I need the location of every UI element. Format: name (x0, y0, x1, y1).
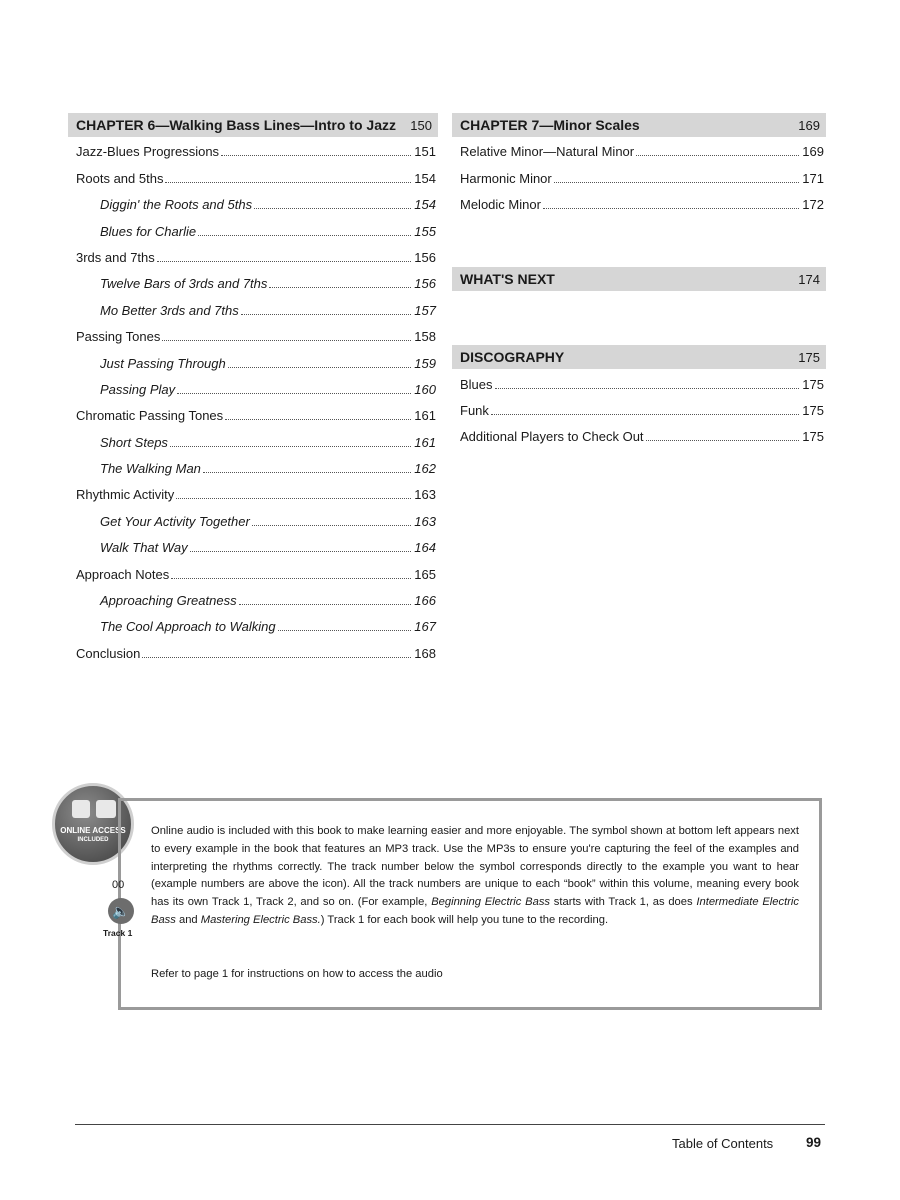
discography-entries (452, 369, 826, 448)
toc-entry-page: 158 (414, 329, 436, 345)
dot-leader (228, 367, 412, 368)
toc-entry[interactable] (452, 137, 826, 163)
chapter-7-heading[interactable] (452, 113, 826, 137)
toc-entry[interactable] (68, 243, 438, 269)
toc-entry[interactable] (452, 369, 826, 395)
dot-leader (225, 419, 411, 420)
toc-entry-page: 160 (414, 381, 436, 397)
dot-leader (171, 578, 411, 579)
speaker-icon (72, 800, 90, 818)
toc-entry-label: Blues for Charlie (100, 223, 197, 239)
dot-leader (177, 393, 411, 394)
dot-leader (221, 155, 411, 156)
toc-entry-label: Twelve Bars of 3rds and 7ths (100, 276, 268, 292)
toc-entry-label: Harmonic Minor (460, 170, 552, 186)
toc-entry-label: Walk That Way (100, 540, 188, 556)
track-label: Track 1 (103, 928, 133, 938)
toc-entry[interactable] (68, 269, 438, 295)
toc-entry-page: 163 (414, 487, 436, 503)
audio-refer-text: Refer to page 1 for instructions on how to access the audio (151, 968, 443, 980)
book-title: Intermediate Electric Bass (151, 896, 799, 926)
toc-entry-label: Just Passing Through (100, 355, 226, 371)
toc-entry-label: Approaching Greatness (100, 593, 237, 609)
toc-entry-page: 157 (414, 302, 436, 318)
toc-entry-label: Passing Play (100, 381, 176, 397)
toc-entry[interactable] (68, 427, 438, 453)
footer-section-label: Table of Contents (672, 1136, 774, 1151)
toc-entry-page: 154 (414, 170, 436, 186)
dot-leader (142, 657, 411, 658)
toc-entry-page: 175 (802, 429, 824, 445)
toc-entry[interactable] (68, 586, 438, 612)
toc-entry-page: 156 (414, 249, 436, 265)
toc-entry[interactable] (68, 375, 438, 401)
toc-entry-label: Jazz-Blues Progressions (76, 144, 220, 160)
dot-leader (241, 314, 412, 315)
toc-entry-label: Rhythmic Activity (76, 487, 175, 503)
toc-entry[interactable] (68, 401, 438, 427)
toc-entry-page: 169 (802, 144, 824, 160)
chapter-7-entries (452, 137, 826, 216)
toc-entry[interactable] (68, 533, 438, 559)
toc-entry[interactable] (68, 612, 438, 638)
dot-leader (491, 414, 799, 415)
toc-entry[interactable] (68, 163, 438, 189)
dot-leader (165, 182, 411, 183)
toc-entry-page: 155 (414, 223, 436, 239)
chapter-page: 150 (410, 117, 432, 133)
toc-entry-label: The Walking Man (100, 461, 201, 477)
dot-leader (495, 388, 800, 389)
toc-entry[interactable] (68, 216, 438, 242)
toc-entry-label: Roots and 5ths (76, 170, 164, 186)
toc-entry-label: Blues (460, 376, 493, 392)
toc-entry-label: Chromatic Passing Tones (76, 408, 224, 424)
toc-entry-label: Get Your Activity Together (100, 513, 250, 529)
toc-entry-page: 175 (802, 376, 824, 392)
toc-entry[interactable] (68, 348, 438, 374)
dot-leader (198, 235, 411, 236)
dot-leader (646, 440, 800, 441)
audio-info-text: Online audio is included with this book to make learning easier and more enjoyable. The symbol shown at bottom left appears next to every example in the book that features an MP3 track. Use the MP3s to ensure you're capturing the feel of the examples and interpreting the rhythms correctly. The track number below the symbol corresponds directly to the example you want to hear (example numbers are above the icon). All the track numbers are unique to each “book” within this volume, meaning every book has its own Track 1, Track 2, and so on. (For example, Beginning Electric Bass starts with Track 1, as does Intermediate Electric Bass and Mastering Electric Bass.) Track 1 for each book will help you tune to the recording. (151, 825, 799, 926)
whats-next-heading[interactable] (452, 267, 826, 291)
dot-leader (269, 287, 411, 288)
toc-entry-page: 165 (414, 566, 436, 582)
toc-entry-page: 151 (414, 144, 436, 160)
toc-entry-page: 168 (414, 645, 436, 661)
toc-entry-label: 3rds and 7ths (76, 249, 155, 265)
chapter-title: CHAPTER 7—Minor Scales (460, 117, 640, 133)
toc-entry-page: 162 (414, 461, 436, 477)
toc-entry-page: 167 (414, 619, 436, 635)
toc-entry-label: Mo Better 3rds and 7ths (100, 302, 239, 318)
toc-entry-page: 163 (414, 513, 436, 529)
chapter-6-heading[interactable] (68, 113, 438, 137)
toc-entry[interactable] (68, 137, 438, 163)
dot-leader (254, 208, 411, 209)
toc-entry-page: 161 (414, 408, 436, 424)
chapter-6-entries (68, 137, 438, 665)
chapter-title: CHAPTER 6—Walking Bass Lines—Intro to Jazz (76, 117, 396, 133)
toc-entry[interactable] (68, 190, 438, 216)
dot-leader (252, 525, 411, 526)
dot-leader (170, 446, 411, 447)
toc-entry[interactable] (68, 480, 438, 506)
toc-entry-label: Additional Players to Check Out (460, 429, 644, 445)
dot-leader (162, 340, 411, 341)
page-number: 99 (806, 1135, 822, 1150)
toc-entry[interactable] (68, 295, 438, 321)
toc-entry-label: Approach Notes (76, 566, 170, 582)
dot-leader (157, 261, 412, 262)
right-column (452, 113, 826, 448)
toc-entry[interactable] (68, 454, 438, 480)
toc-entry[interactable] (68, 322, 438, 348)
dot-leader (278, 630, 412, 631)
toc-entry-page: 172 (802, 197, 824, 213)
toc-entry-label: Passing Tones (76, 329, 161, 345)
badge-subtext: INCLUDED (77, 837, 109, 843)
toc-entry[interactable] (452, 163, 826, 189)
toc-entry[interactable] (452, 422, 826, 448)
footer-divider (75, 1124, 825, 1125)
toc-entry[interactable] (452, 190, 826, 216)
toc-entry-page: 161 (414, 434, 436, 450)
toc-entry[interactable] (68, 559, 438, 585)
dot-leader (239, 604, 412, 605)
badge-text: ONLINE ACCESS (60, 826, 126, 835)
left-column (68, 113, 438, 665)
toc-entry-page: 154 (414, 197, 436, 213)
book-title: Mastering Electric Bass. (200, 913, 321, 926)
toc-entry-page: 164 (414, 540, 436, 556)
toc-entry[interactable] (452, 396, 826, 422)
dot-leader (203, 472, 411, 473)
toc-entry-label: Relative Minor—Natural Minor (460, 144, 635, 160)
audio-info-box (118, 798, 822, 1010)
audio-speaker-icon[interactable]: 🔈 (108, 898, 134, 924)
discography-heading[interactable] (452, 345, 826, 369)
toc-entry-label: The Cool Approach to Walking (100, 619, 276, 635)
toc-entry-page: 156 (414, 276, 436, 292)
example-number: 00 (112, 879, 125, 891)
toc-entry-label: Funk (460, 402, 489, 418)
dot-leader (176, 498, 411, 499)
toc-entry-page: 171 (802, 170, 824, 186)
section-title: WHAT'S NEXT (460, 271, 555, 288)
dot-leader (636, 155, 799, 156)
toc-entry-label: Melodic Minor (460, 197, 541, 213)
chapter-page: 169 (798, 117, 820, 133)
toc-entry[interactable] (68, 638, 438, 664)
section-page: 175 (798, 349, 820, 365)
dot-leader (554, 182, 800, 183)
toc-entry-page: 166 (414, 593, 436, 609)
toc-entry-page: 159 (414, 355, 436, 371)
headphones-icon (96, 800, 116, 818)
dot-leader (190, 551, 412, 552)
toc-entry-label: Diggin' the Roots and 5ths (100, 197, 253, 213)
toc-entry-page: 175 (802, 402, 824, 418)
book-title: Beginning Electric Bass (431, 896, 551, 909)
toc-entry-label: Short Steps (100, 434, 168, 450)
toc-entry-label: Conclusion (76, 645, 141, 661)
section-title: DISCOGRAPHY (460, 349, 565, 366)
section-page: 174 (798, 271, 820, 287)
toc-entry[interactable] (68, 506, 438, 532)
dot-leader (543, 208, 799, 209)
